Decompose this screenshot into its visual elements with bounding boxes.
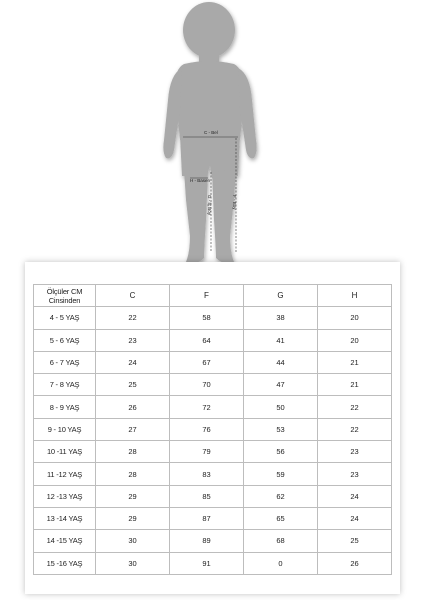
header-line1: Ölçüler CM (46, 286, 83, 296)
column-header-f: F (170, 285, 244, 307)
age-cell: 7 - 8 YAŞ (34, 374, 96, 396)
cell-f: 85 (170, 485, 244, 507)
column-header-h: H (318, 285, 392, 307)
cell-h: 20 (318, 329, 392, 351)
cell-f: 58 (170, 307, 244, 329)
child-silhouette-icon (0, 0, 424, 270)
cell-f: 79 (170, 441, 244, 463)
cell-g: 41 (244, 329, 318, 351)
age-cell: 4 - 5 YAŞ (34, 307, 96, 329)
cell-f: 83 (170, 463, 244, 485)
cell-c: 24 (96, 351, 170, 373)
cell-g: 53 (244, 418, 318, 440)
size-chart-table (33, 284, 392, 575)
cell-h: 22 (318, 418, 392, 440)
age-cell: 6 - 7 YAŞ (34, 351, 96, 373)
cell-f: 76 (170, 418, 244, 440)
cell-f: 72 (170, 396, 244, 418)
cell-h: 26 (318, 552, 392, 574)
cell-h: 25 (318, 530, 392, 552)
cell-c: 28 (96, 441, 170, 463)
age-cell: 8 - 9 YAŞ (34, 396, 96, 418)
table-header-row (34, 285, 392, 307)
table-row (34, 441, 392, 463)
cell-h: 21 (318, 374, 392, 396)
cell-g: 59 (244, 463, 318, 485)
cell-h: 23 (318, 441, 392, 463)
cell-g: 44 (244, 351, 318, 373)
cell-f: 64 (170, 329, 244, 351)
cell-f: 70 (170, 374, 244, 396)
table-row (34, 374, 392, 396)
cell-h: 22 (318, 396, 392, 418)
age-cell: 15 -16 YAŞ (34, 552, 96, 574)
cell-g: 68 (244, 530, 318, 552)
cell-f: 91 (170, 552, 244, 574)
cell-h: 24 (318, 507, 392, 529)
size-chart-sheet (25, 262, 400, 594)
cell-g: 47 (244, 374, 318, 396)
cell-f: 87 (170, 507, 244, 529)
cell-c: 29 (96, 507, 170, 529)
cell-h: 20 (318, 307, 392, 329)
cell-c: 28 (96, 463, 170, 485)
age-cell: 13 -14 YAŞ (34, 507, 96, 529)
cell-h: 23 (318, 463, 392, 485)
table-row (34, 329, 392, 351)
header-line2: Cinsinden (48, 295, 81, 305)
age-cell: 9 - 10 YAŞ (34, 418, 96, 440)
age-cell: 5 - 6 YAŞ (34, 329, 96, 351)
cell-f: 67 (170, 351, 244, 373)
cell-g: 50 (244, 396, 318, 418)
cell-c: 25 (96, 374, 170, 396)
cell-c: 26 (96, 396, 170, 418)
cell-g: 38 (244, 307, 318, 329)
table-row (34, 530, 392, 552)
age-cell: 10 -11 YAŞ (34, 441, 96, 463)
age-cell: 14 -15 YAŞ (34, 530, 96, 552)
child-silhouette-figure (0, 0, 424, 270)
hip-label: H - Basen (190, 178, 211, 183)
table-row (34, 307, 392, 329)
inseam-label: G - İç Boy (207, 195, 212, 216)
cell-f: 89 (170, 530, 244, 552)
cell-g: 0 (244, 552, 318, 574)
header-measure-unit (34, 285, 96, 307)
cell-h: 24 (318, 485, 392, 507)
cell-c: 27 (96, 418, 170, 440)
column-header-c: C (96, 285, 170, 307)
waist-label: C - Bel (204, 130, 218, 135)
cell-c: 23 (96, 329, 170, 351)
cell-c: 30 (96, 552, 170, 574)
table-row (34, 507, 392, 529)
cell-c: 29 (96, 485, 170, 507)
cell-c: 22 (96, 307, 170, 329)
age-cell: 12 -13 YAŞ (34, 485, 96, 507)
cell-g: 65 (244, 507, 318, 529)
table-row (34, 485, 392, 507)
cell-g: 62 (244, 485, 318, 507)
column-header-g: G (244, 285, 318, 307)
table-row (34, 396, 392, 418)
table-row (34, 552, 392, 574)
length-label: F - Boy (232, 195, 237, 210)
table-row (34, 418, 392, 440)
cell-c: 30 (96, 530, 170, 552)
cell-h: 21 (318, 351, 392, 373)
table-row (34, 351, 392, 373)
cell-g: 56 (244, 441, 318, 463)
table-row (34, 463, 392, 485)
age-cell: 11 -12 YAŞ (34, 463, 96, 485)
